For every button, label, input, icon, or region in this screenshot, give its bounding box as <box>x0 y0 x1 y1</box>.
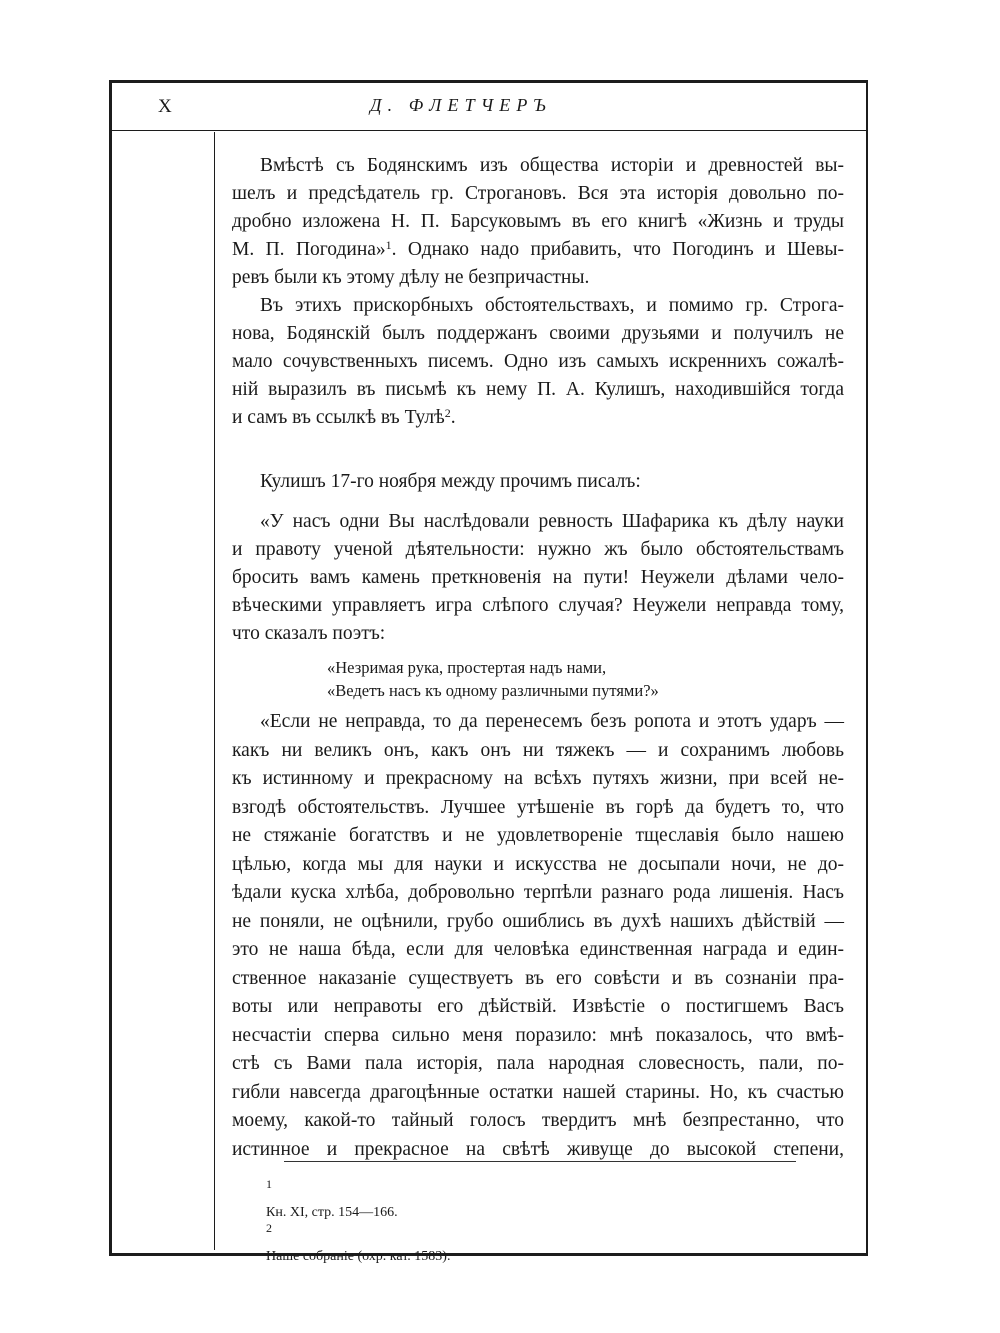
text-line: ній выразилъ въ письмѣ къ нему П. А. Кулишъ, находившійся тогда <box>232 379 844 400</box>
body-text <box>232 152 844 648</box>
footnote <box>266 1177 450 1224</box>
text-line: мало сочувственныхъ писемъ. Одно изъ самыхъ искреннихъ сожалѣ- <box>232 351 844 372</box>
text-line: не поняли, не оцѣнили, грубо ошиблись въ духѣ нашихъ дѣйствій — <box>232 910 844 932</box>
footnote-ref: 2 <box>444 406 451 420</box>
text-line: Кулишъ 17-го ноября между прочимъ писалъ: <box>260 471 641 492</box>
text-fragment: . Однако надо прибавить, что Погодинъ и Шевы- <box>391 239 844 260</box>
text-line: что сказалъ поэтъ: <box>232 623 386 644</box>
page-number: X <box>158 96 172 117</box>
footnote-rule <box>284 1161 796 1162</box>
text-line: моему, какой-то тайный голосъ твердитъ мнѣ безпрестанно, что <box>232 1110 844 1131</box>
text-line: «У насъ одни Вы наслѣдовали ревность Шафарика къ дѣлу науки <box>260 511 844 532</box>
text-line: къ истинному и прекрасному на всѣхъ путяхъ жизни, при всей не- <box>232 768 844 789</box>
text-line: бросить вамъ камень преткновенія на пути! Неужели дѣлами чело- <box>232 567 844 588</box>
text-line: это не наша бѣда, если для человѣка единственная награда и един- <box>232 939 844 960</box>
text-line: шелъ и предсѣдатель гр. Строгановъ. Вся эта исторія довольно по- <box>232 183 844 204</box>
text-line: несчастіи сперва сильно меня поразило: мнѣ показалось, что вмѣ- <box>232 1024 844 1046</box>
footnote-ref: 1 <box>385 238 392 252</box>
text-line: воты или неправоты его дѣйствій. Извѣстіе о постигшемъ Васъ <box>232 996 844 1017</box>
text-line <box>232 404 844 432</box>
text-line: ственное наказаніе существуетъ въ его совѣсти и въ сознаніи пра- <box>232 967 844 989</box>
text-line: ѣдали куска хлѣба, добровольно терпѣли разнаго рода лишенія. Насъ <box>232 882 844 903</box>
header-rule <box>110 130 866 131</box>
text-line: взгодѣ обстоятельствъ. Лучшее утѣшеніе въ горѣ да будетъ то, что <box>232 796 844 818</box>
margin-rule <box>214 132 215 1250</box>
footnote-text: Кн. XI, стр. 154—166. <box>266 1205 398 1220</box>
text-fragment: М. П. Погодина» <box>232 239 386 260</box>
running-head: Д. ФЛЕТЧЕРЪ <box>370 95 552 115</box>
footnote <box>266 1221 451 1268</box>
body-text-continued <box>232 708 844 1164</box>
text-line: цѣлью, когда мы для науки и искусства не досыпали ночи, не до- <box>232 853 844 875</box>
text-line: какъ ни великъ онъ, какъ онъ ни тяжекъ — и сохранимъ любовь <box>232 739 844 761</box>
text-line: вѣческими управляетъ игра слѣпого случая? Неужели неправда тому, <box>232 595 844 616</box>
footnote-mark: 1 <box>266 1177 272 1191</box>
text-line: Въ этихъ прискорбныхъ обстоятельствахъ, и помимо гр. Строга- <box>260 295 844 316</box>
text-line <box>232 236 844 264</box>
text-line: гибли навсегда драгоцѣнные остатки нашей старины. Но, къ счастью <box>232 1081 844 1103</box>
text-line: и правоту ученой дѣятельности: нужно жъ было обстоятельствамъ <box>232 539 844 560</box>
text-fragment: и самъ въ ссылкѣ въ Тулѣ <box>232 407 445 428</box>
poem-quote <box>327 656 659 702</box>
footnote-mark: 2 <box>266 1221 272 1235</box>
text-line: истинное и прекрасное на свѣтѣ живуще до высокой степени, <box>232 1138 844 1160</box>
text-fragment: . <box>450 407 456 428</box>
text-line: ревъ были къ этому дѣлу не безпричастны. <box>232 267 590 288</box>
text-line: стѣ съ Вами пала исторія, пала народная словесность, пали, по- <box>232 1053 844 1074</box>
text-line: «Если не неправда, то да перенесемъ безъ ропота и этотъ ударъ — <box>260 711 844 732</box>
text-line: не стяжаніе богатствъ и не удовлетвореніе тщеславія было нашею <box>232 825 844 846</box>
text-line: нова, Бодянскій былъ поддержанъ своими друзьями и получилъ не <box>232 323 844 344</box>
poem-line: «Ведетъ насъ къ одному различными путями?» <box>327 681 659 700</box>
text-line: дробно изложена Н. П. Барсуковымъ въ его книгѣ «Жизнь и труды <box>232 211 844 232</box>
poem-line: «Незримая рука, простертая надъ нами, <box>327 658 607 677</box>
footnote-text: Наше собраніе (охр. кат. 1583). <box>266 1249 451 1264</box>
footnotes <box>266 1177 451 1268</box>
text-line: Вмѣстѣ съ Бодянскимъ изъ общества исторіи и древностей вы- <box>260 155 844 176</box>
